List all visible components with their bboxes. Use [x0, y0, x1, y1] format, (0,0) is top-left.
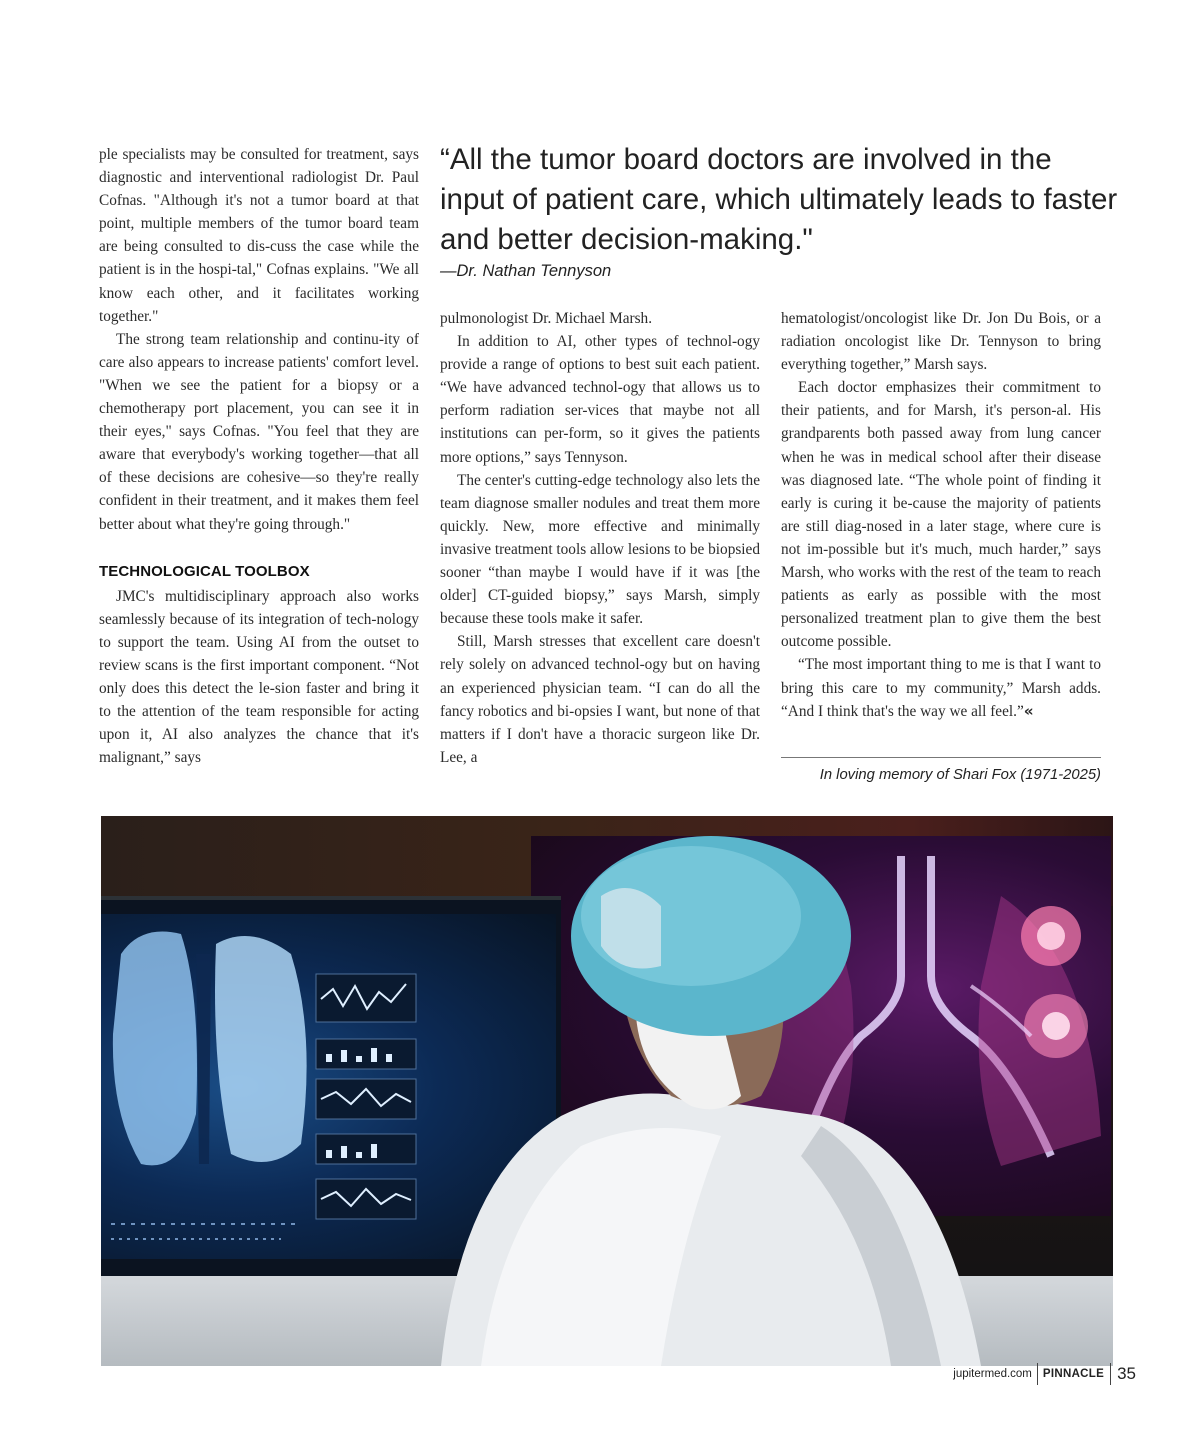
page-number: 35: [1117, 1364, 1136, 1383]
paragraph: The center's cutting-edge technology also lets the team diagnose smaller nodules and treat them more quickly. New, more effective and minimally invasive treatment tools allow lesions to be biopsied sooner “than maybe I would have if it was [the older] CT-guided biopsy,” says Marsh, simply because these tools make it safer.: [440, 471, 760, 628]
end-mark-icon: «: [1023, 701, 1034, 720]
memorial-dedication: In loving memory of Shari Fox (1971-2025): [819, 767, 1101, 783]
footer-divider: [1110, 1363, 1111, 1385]
closing-paragraph: [781, 653, 1101, 722]
paragraph: hematologist/oncologist like Dr. Jon Du Bois, or a radiation oncologist like Dr. Tennyson to bring everything together,” Marsh says.: [781, 310, 1101, 374]
footer-divider: [1037, 1363, 1038, 1385]
page-footer: [953, 1363, 1136, 1385]
article-column-3: [781, 307, 1101, 723]
paragraph: The strong team relationship and continu-ity of care also appears to increase patients' comfort level. "When we see the patient for a biopsy or a chemotherapy port placement, you can see it in their eyes," says Cofnas. "You feel that they are aware that everybody's working together—that all of these decisions are cohesive—so they're really confident in their treatment, and it makes them feel better about what they're going through.": [99, 330, 419, 533]
article-column-2: [440, 307, 760, 769]
paragraph: ple specialists may be consulted for treatment, says diagnostic and interventional radiologist Dr. Paul Cofnas. "Although it's not a tumor board at that point, multiple members of the tumor board team are being consulted to dis-cuss the case while the patient is in the hospi-tal," Cofnas explains. "We all know each other, and it facilitates working together.": [99, 146, 419, 325]
paragraph: Each doctor emphasizes their commitment to their patients, and for Marsh, it's person-al. His grandparents both passed away from lung cancer when he was in medical school after their disease was diagnosed late. “The whole point of finding it early is curing it be-cause the majority of patients are still diag-nosed in a later stage, where cure is not im-possible but it's much, much harder,” says Marsh, who works with the rest of the team to reach patients as early as possible with the most personalized treatment plan to give them the best outcome possible.: [781, 379, 1101, 651]
footer-website: jupitermed.com: [953, 1368, 1032, 1380]
section-subhead: TECHNOLOGICAL TOOLBOX: [99, 562, 310, 580]
pull-quote: “All the tumor board doctors are involved in the input of patient care, which ultimately leads to faster and better decision-making.": [440, 143, 1118, 256]
paragraph: JMC's multidisciplinary approach also works seamlessly because of its integration of tech-nology to support the team. Using AI from the outset to review scans is the first important component. “Not only does this detect the le-sion faster and bring it to the attention of the team responsible for acting upon it, AI also analyzes the chance that it's malignant,” says: [99, 587, 419, 767]
researcher-figure-icon: [421, 816, 981, 1366]
paragraph: Still, Marsh stresses that excellent care doesn't rely solely on advanced technol-ogy but on having an experienced physician team. “I can do all the fancy robotics and bi-opsies I want, but none of that matters if I don't have a thoracic surgeon like Dr. Lee, a: [440, 633, 760, 766]
article-column-1: [99, 143, 419, 769]
article-photo: [101, 816, 1113, 1366]
footer-brand: PINNACLE: [1042, 1368, 1105, 1380]
closing-text: “The most important thing to me is that I want to bring this care to my community,” Marsh adds. “And I think that's the way we all feel.”: [781, 656, 1101, 720]
photo-researcher: [421, 816, 981, 1366]
paragraph: In addition to AI, other types of technol-ogy provide a range of options to best suit each patient. “We have advanced technol-ogy that allows us to perform radiation ser-vices that maybe not all institutions can per-form, so it gives the patients more options,” says Tennyson.: [440, 333, 760, 466]
memorial-divider: [781, 757, 1101, 758]
pull-quote-attribution: —Dr. Nathan Tennyson: [440, 262, 612, 280]
paragraph: pulmonologist Dr. Michael Marsh.: [440, 310, 653, 327]
